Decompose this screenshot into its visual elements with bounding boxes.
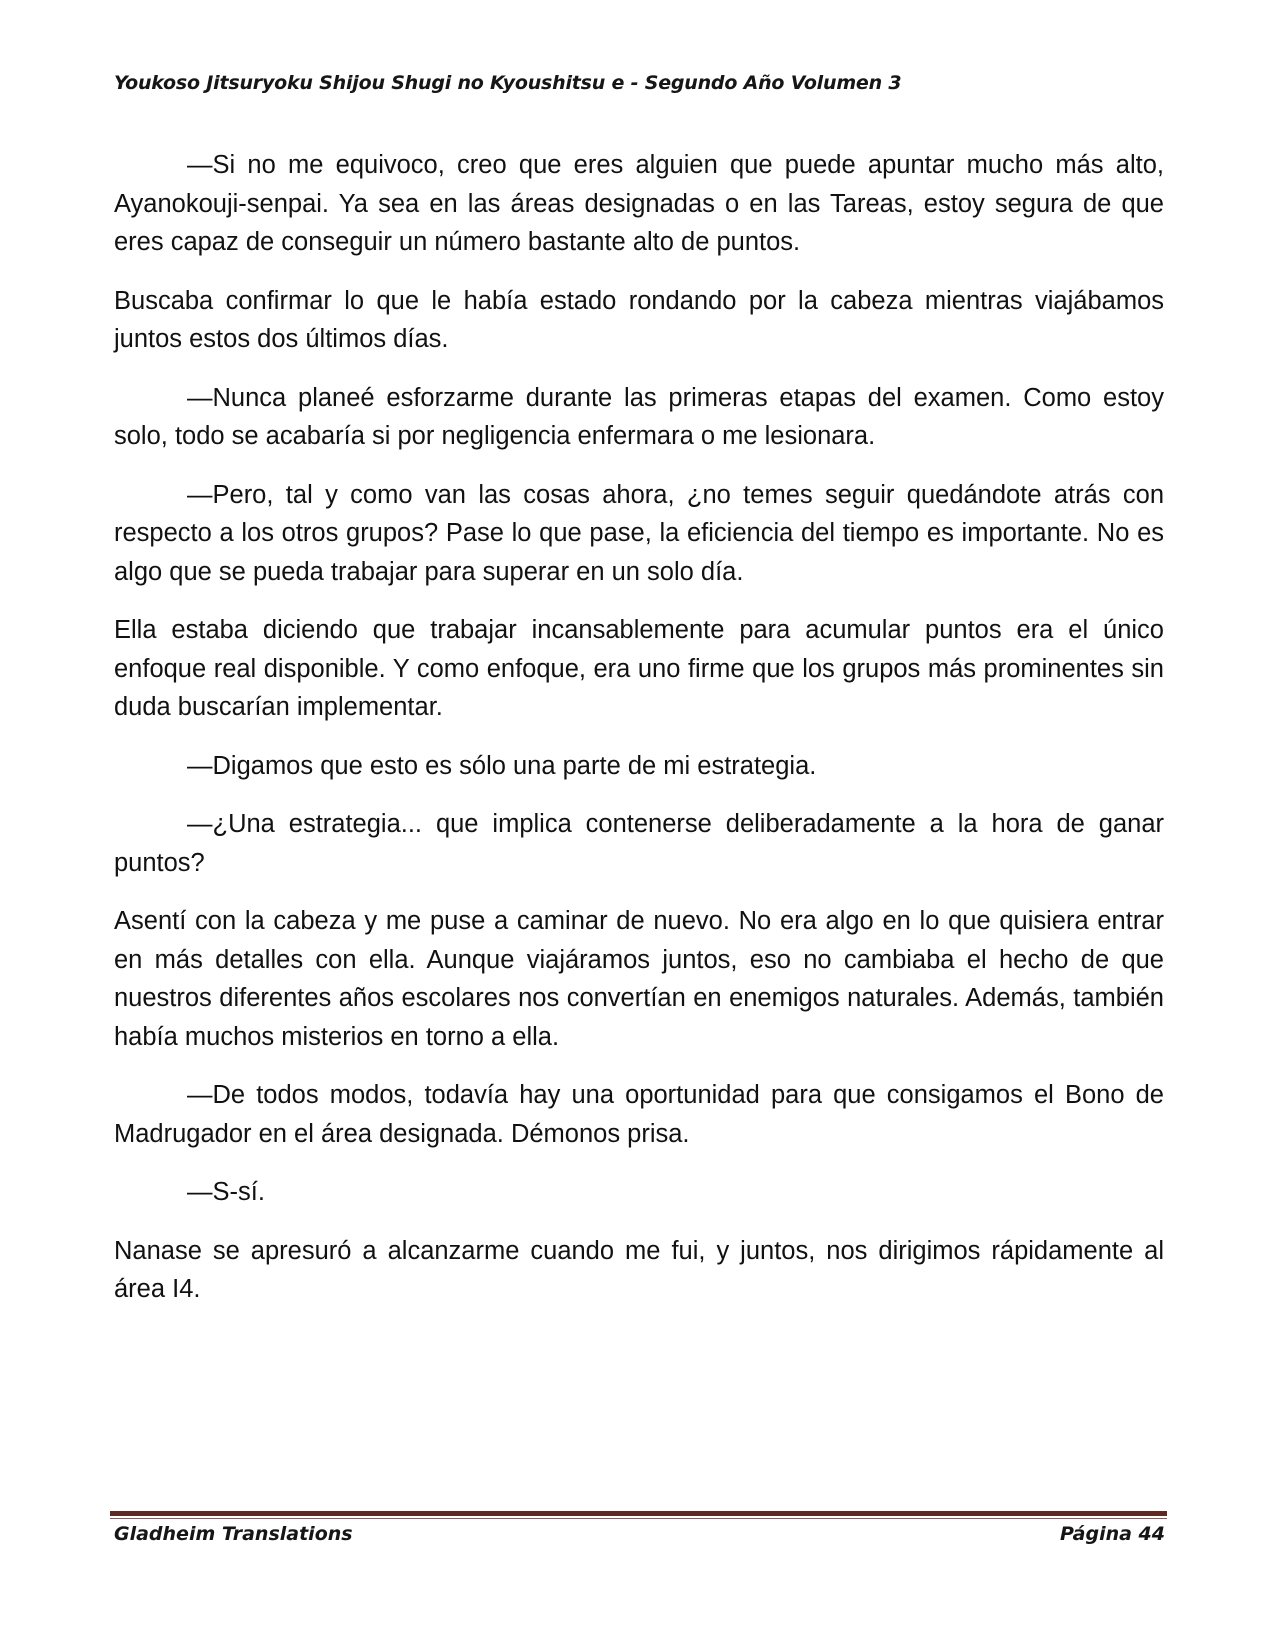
footer-divider bbox=[110, 1511, 1167, 1519]
page-header-title: Youkoso Jitsuryoku Shijou Shugi no Kyoushitsu e - Segundo Año Volumen 3 bbox=[114, 72, 902, 94]
paragraph: Asentí con la cabeza y me puse a caminar de nuevo. No era algo en lo que quisiera entrar en más detalles con ella. Aunque viajáramos juntos, eso no cambiaba el hecho de que nuestros diferentes años escolares nos convertían en enemigos naturales. Además, también había muchos misterios en torno a ella. bbox=[114, 907, 1164, 1051]
paragraph: —Si no me equivoco, creo que eres alguien que puede apuntar mucho más alto, Ayanokouji-senpai. Ya sea en las áreas designadas o en las Tareas, estoy segura de que eres capaz de conseguir un número bastante alto de puntos. bbox=[114, 151, 1164, 256]
paragraph: —Nunca planeé esforzarme durante las primeras etapas del examen. Como estoy solo, todo se acabaría si por negligencia enfermara o me lesionara. bbox=[114, 383, 1164, 450]
footer-divider-thick bbox=[110, 1511, 1167, 1516]
paragraph: —De todos modos, todavía hay una oportunidad para que consigamos el Bono de Madrugador en el área designada. Démonos prisa. bbox=[114, 1081, 1164, 1148]
paragraph: —¿Una estrategia... que implica contenerse deliberadamente a la hora de ganar puntos? bbox=[114, 810, 1164, 877]
footer-credit: Gladheim Translations bbox=[114, 1523, 353, 1545]
page-number: Página 44 bbox=[1059, 1523, 1165, 1545]
paragraph: —Pero, tal y como van las cosas ahora, ¿no temes seguir quedándote atrás con respecto a los otros grupos? Pase lo que pase, la eficiencia del tiempo es importante. No es algo que se pueda trabajar para superar en un solo día. bbox=[114, 480, 1164, 586]
footer-divider-thin bbox=[110, 1518, 1167, 1519]
body-text bbox=[114, 146, 1164, 1329]
paragraph: Ella estaba diciendo que trabajar incansablemente para acumular puntos era el único enfoque real disponible. Y como enfoque, era uno firme que los grupos más prominentes sin duda buscarían implementar. bbox=[114, 616, 1164, 721]
paragraph: Nanase se apresuró a alcanzarme cuando me fui, y juntos, nos dirigimos rápidamente al área I4. bbox=[114, 1236, 1164, 1303]
paragraph: Buscaba confirmar lo que le había estado rondando por la cabeza mientras viajábamos juntos estos dos últimos días. bbox=[114, 286, 1164, 353]
paragraph: —Digamos que esto es sólo una parte de mi estrategia. bbox=[187, 751, 817, 780]
paragraph: —S-sí. bbox=[187, 1178, 265, 1206]
